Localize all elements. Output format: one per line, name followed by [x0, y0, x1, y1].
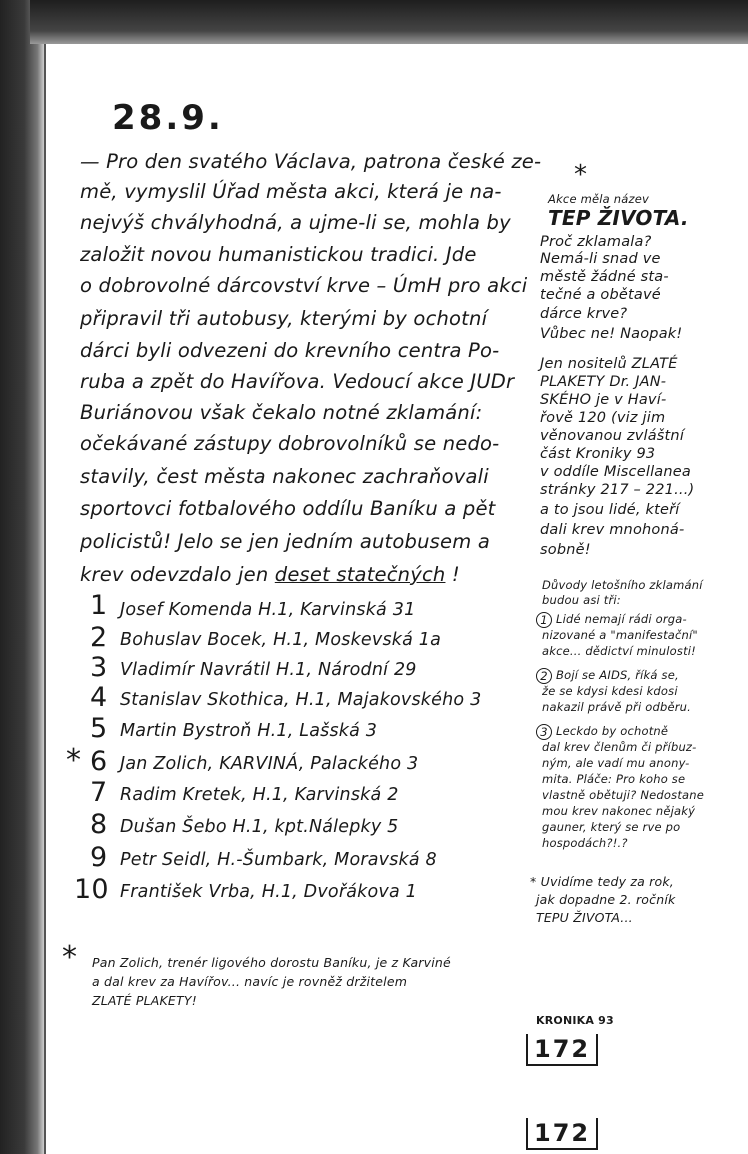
main-text-line: nejvýš chvályhodná, a ujme-li se, mohla by: [80, 211, 511, 234]
main-text-line: založit novou humanistickou tradici. Jde: [80, 243, 477, 266]
donor-entry: Vladimír Navrátil H.1, Národní 29: [120, 660, 417, 680]
main-text-fragment: !: [445, 563, 460, 586]
sidebar-closing: TEPU ŽIVOTA...: [536, 910, 633, 925]
donor-number: 8: [90, 809, 108, 840]
sidebar-line: dali krev mnohoná-: [540, 522, 685, 538]
reason-line: dal krev členům či příbuz-: [542, 740, 697, 754]
footnote-line: a dal krev za Havířov... navíc je rovněž držitelem: [92, 974, 408, 989]
sidebar-closing: jak dopadne 2. ročník: [536, 892, 676, 907]
reason-line: že se kdysi kdesi kdosi: [542, 684, 678, 698]
donor-entry: František Vrba, H.1, Dvořákova 1: [120, 882, 417, 902]
main-text-line: mě, vymyslil Úřad města akci, která je na-: [80, 180, 502, 203]
donor-number: 5: [90, 713, 108, 744]
sidebar-line: tečné a obětavé: [540, 287, 661, 303]
reason-line: nizované a "manifestační": [542, 628, 698, 642]
page-number-bottom: 172: [526, 1118, 598, 1150]
entry-date: 28.9.: [112, 98, 224, 138]
sidebar-intro: Akce měla název: [548, 192, 650, 206]
donor-number: 2: [90, 622, 108, 653]
footnote-line: ZLATÉ PLAKETY!: [92, 993, 197, 1008]
reason-line: Bojí se AIDS, říká se,: [556, 668, 679, 682]
reason-line: hospodách?!.?: [542, 836, 628, 850]
sidebar-reasons-intro: Důvody letošního zklamání: [542, 578, 703, 592]
main-text-line: sportovci fotbalového oddílu Baníku a pět: [80, 497, 496, 520]
scan-dark-edge: [0, 0, 44, 1154]
asterisk-mark: *: [66, 743, 82, 778]
sidebar-line: řově 120 (viz jim: [540, 410, 666, 426]
sidebar-line: Jen nositelů ZLATÉ: [540, 356, 678, 372]
donor-number: 10: [74, 874, 109, 905]
underlined-phrase: deset statečných: [274, 563, 446, 586]
page-number: 172: [526, 1034, 598, 1066]
page-edge: [44, 44, 46, 1154]
reason-line: Lidé nemají rádi orga-: [556, 612, 687, 626]
donor-number: 3: [90, 652, 108, 683]
sidebar-line: sobně!: [540, 542, 591, 558]
sidebar-line: a to jsou lidé, kteří: [540, 502, 680, 518]
main-text-line: Buriánovou však čekalo notné zklamání:: [80, 401, 483, 424]
sidebar-line: SKÉHO je v Haví-: [540, 392, 667, 408]
reason-number: 1: [536, 612, 552, 628]
donor-entry: Stanislav Skothica, H.1, Majakovského 3: [120, 690, 482, 710]
sidebar-line: část Kroniky 93: [540, 446, 656, 462]
main-text-line: policistů! Jelo se jen jedním autobusem a: [80, 530, 490, 553]
sidebar-line: městě žádné sta-: [540, 269, 669, 285]
reason-line: Leckdo by ochotně: [556, 724, 669, 738]
main-text-line: očekávané zástupy dobrovolníků se nedo-: [80, 432, 500, 455]
reason-number: 3: [536, 724, 552, 740]
sidebar-line: PLAKETY Dr. JAN-: [540, 374, 667, 390]
donor-entry: Josef Komenda H.1, Karvinská 31: [120, 600, 416, 620]
chronicle-label: KRONIKA 93: [536, 1014, 614, 1027]
main-text-fragment: krev odevzdalo jen: [80, 563, 275, 586]
sidebar-asterisk: *: [574, 160, 588, 190]
footnote-asterisk: *: [62, 940, 78, 975]
reason-line: akce... dědictví minulosti!: [542, 644, 696, 658]
sidebar-reasons-intro: budou asi tři:: [542, 593, 621, 607]
donor-entry: Jan Zolich, KARVINÁ, Palackého 3: [120, 754, 419, 774]
reason-line: nakazil právě při odběru.: [542, 700, 691, 714]
sidebar-line: stránky 217 – 221...): [540, 482, 695, 498]
donor-entry: Petr Seidl, H.-Šumbark, Moravská 8: [120, 850, 437, 870]
main-text-line-last: [80, 563, 460, 586]
sidebar-closing: * Uvidíme tedy za rok,: [530, 874, 674, 889]
donor-number: 7: [90, 777, 108, 808]
main-text-line: ruba a zpět do Havířova. Vedoucí akce JUDr: [80, 370, 515, 393]
sidebar-line: Proč zklamala?: [540, 234, 652, 250]
donor-entry: Martin Bystroň H.1, Lašská 3: [120, 721, 378, 741]
main-text-line: dárci byli odvezeni do krevního centra Po-: [80, 339, 500, 362]
donor-number: 4: [90, 682, 108, 713]
reason-number: 2: [536, 668, 552, 684]
scan-dark-top: [30, 0, 748, 44]
main-text-line: o dobrovolné dárcovství krve – ÚmH pro akci: [80, 274, 528, 297]
donor-entry: Bohuslav Bocek, H.1, Moskevská 1a: [120, 630, 442, 650]
main-text-line: stavily, čest města nakonec zachraňovali: [80, 465, 489, 488]
sidebar-line: Nemá-li snad ve: [540, 251, 661, 267]
main-text-line: — Pro den svatého Václava, patrona české ze-: [80, 150, 542, 173]
donor-entry: Radim Kretek, H.1, Karvinská 2: [120, 785, 399, 805]
reason-line: vlastně obětuji? Nedostane: [542, 788, 705, 802]
footnote-line: Pan Zolich, trenér ligového dorostu Baníku, je z Karviné: [92, 955, 451, 970]
donor-number: 9: [90, 842, 108, 873]
sidebar-line: v oddíle Miscellanea: [540, 464, 691, 480]
reason-line: mita. Pláče: Pro koho se: [542, 772, 686, 786]
donor-number: 6: [90, 746, 108, 777]
sidebar-line: Vůbec ne! Naopak!: [540, 326, 683, 342]
sidebar-line: dárce krve?: [540, 306, 628, 322]
donor-entry: Dušan Šebo H.1, kpt.Nálepky 5: [120, 817, 399, 837]
sidebar-line: věnovanou zvláštní: [540, 428, 685, 444]
reason-line: gauner, který se rve po: [542, 820, 681, 834]
sidebar-title: TEP ŽIVOTA.: [548, 206, 689, 230]
reason-line: ným, ale vadí mu anony-: [542, 756, 690, 770]
reason-line: mou krev nakonec nějaký: [542, 804, 696, 818]
donor-number: 1: [90, 590, 108, 621]
main-text-line: připravil tři autobusy, kterými by ochotní: [80, 307, 488, 330]
